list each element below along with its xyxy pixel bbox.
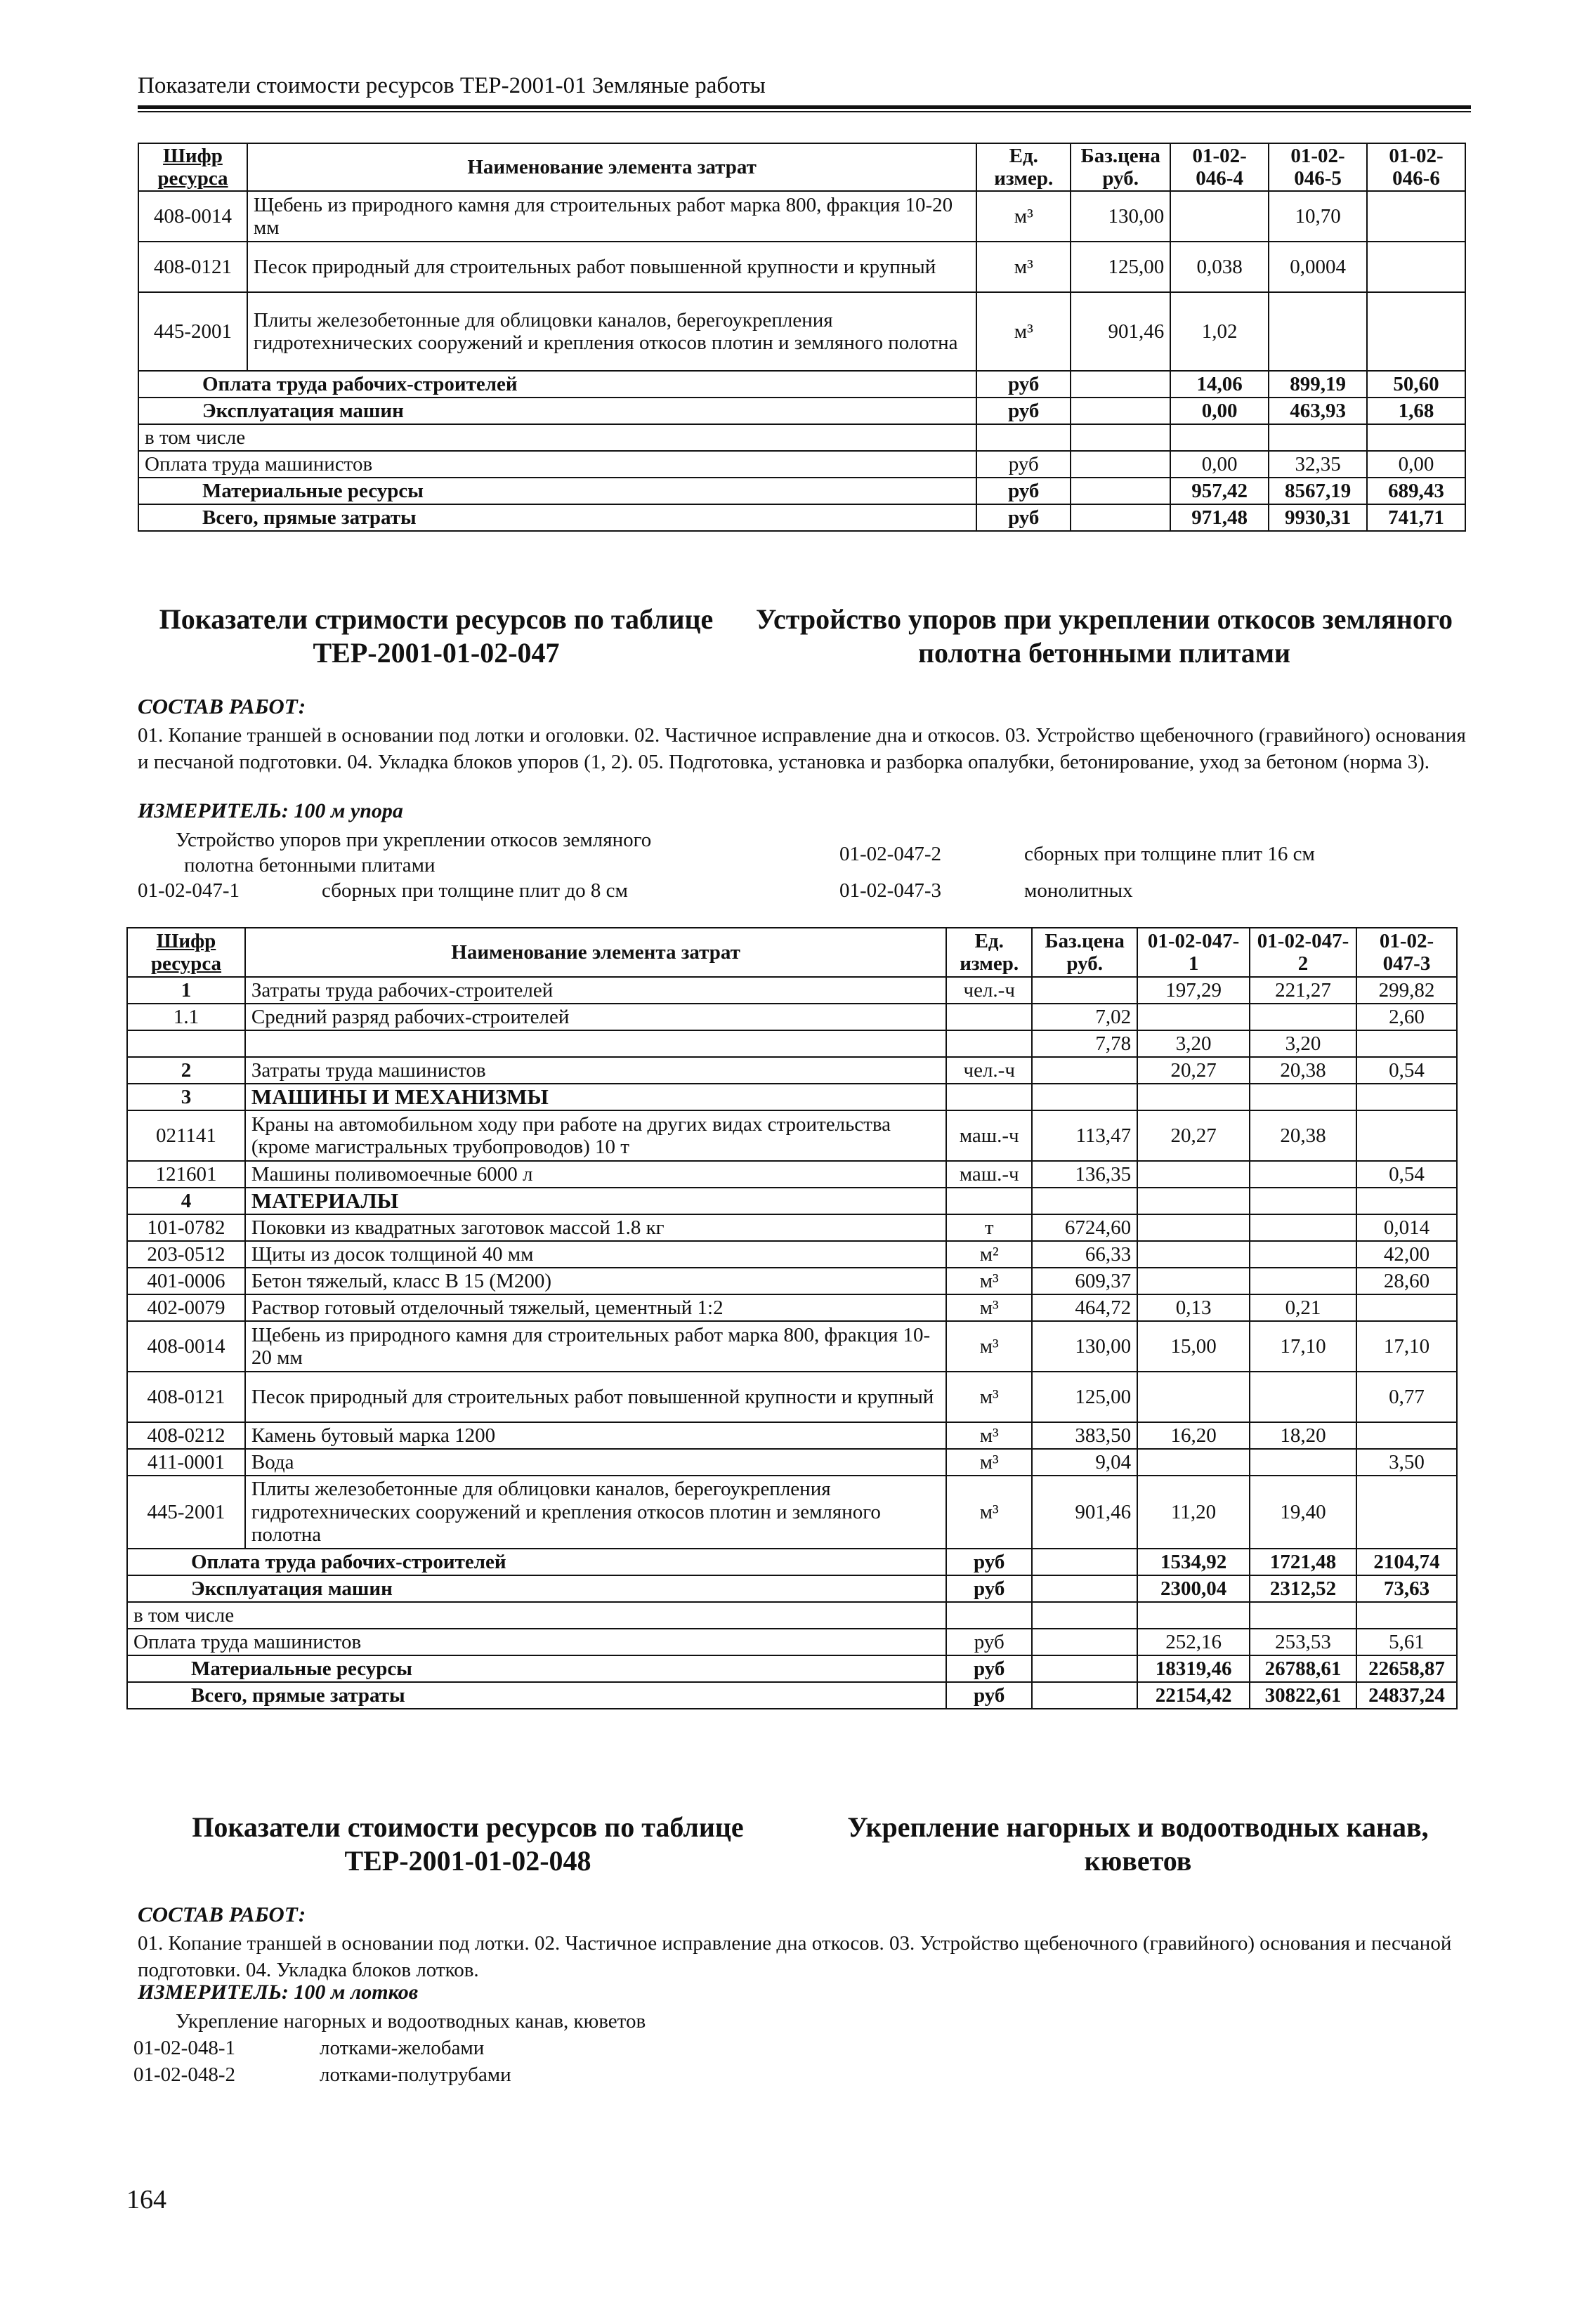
table-cell	[1032, 1575, 1137, 1602]
table-cell: 2,60	[1356, 1004, 1457, 1030]
table-cell: т	[946, 1214, 1032, 1241]
table-cell: 1,68	[1367, 398, 1465, 424]
table-cell: 24837,24	[1356, 1682, 1457, 1709]
table-cell: 3	[127, 1084, 245, 1110]
table-cell: 9,04	[1032, 1449, 1137, 1476]
table-cell: 2104,74	[1356, 1549, 1457, 1575]
table-cell: 18319,46	[1137, 1655, 1250, 1682]
table-cell: маш.-ч	[946, 1110, 1032, 1161]
section-47-title-left	[138, 603, 735, 670]
table-cell: 299,82	[1356, 977, 1457, 1004]
total-row	[127, 1655, 1457, 1682]
table-cell: 20,27	[1137, 1110, 1250, 1161]
table-cell: руб	[946, 1629, 1032, 1655]
table-header-row	[138, 143, 1465, 191]
table-cell: 411-0001	[127, 1449, 245, 1476]
sostav-label-48: СОСТАВ РАБОТ:	[138, 1902, 306, 1926]
col-header: Ед. измер.	[946, 928, 1032, 977]
table-cell: 408-0121	[138, 242, 247, 292]
table-cell	[1137, 1214, 1250, 1241]
table-cell	[1170, 424, 1269, 451]
table-cell: Краны на автомобильном ходу при работе на других видах строительства (кроме магистральных трубопроводов) 10 т	[245, 1110, 946, 1161]
code-048-2: 01-02-048-2	[133, 2063, 235, 2086]
title-line: ТЕР-2001-01-02-048	[344, 1845, 591, 1877]
table-cell: 130,00	[1032, 1321, 1137, 1372]
table-cell: 130,00	[1071, 191, 1170, 242]
table-cell	[1071, 398, 1170, 424]
table-cell	[1356, 1188, 1457, 1214]
table-cell: 0,13	[1137, 1294, 1250, 1321]
table-cell: 899,19	[1269, 371, 1367, 398]
table-cell	[1032, 1057, 1137, 1084]
table-cell	[1170, 191, 1269, 242]
table-cell	[976, 424, 1071, 451]
table-cell: 18,20	[1250, 1422, 1356, 1449]
table-cell: 42,00	[1356, 1241, 1457, 1268]
table-cell	[127, 1030, 245, 1057]
table-cell	[1356, 1030, 1457, 1057]
table-cell	[1032, 1602, 1137, 1629]
table-cell	[1367, 292, 1465, 371]
title-line: кюветов	[1084, 1845, 1192, 1877]
table-cell: Затраты труда машинистов	[245, 1057, 946, 1084]
desc-line: полотна бетонными плитами	[184, 854, 436, 877]
table-cell: руб	[976, 504, 1071, 531]
table-cell	[1071, 451, 1170, 478]
table-cell: 8567,19	[1269, 478, 1367, 504]
text-048-1: лотками-желобами	[320, 2037, 485, 2059]
table-cell	[1356, 1084, 1457, 1110]
table-cell: 445-2001	[127, 1476, 245, 1549]
table-cell: 408-0121	[127, 1372, 245, 1422]
code-047-3: 01-02-047-3	[839, 879, 941, 902]
text-047-3: монолитных	[1024, 879, 1133, 902]
table-cell: 402-0079	[127, 1294, 245, 1321]
title-line: Показатели стоимости ресурсов по таблице	[192, 1811, 744, 1843]
sostav-text-48: 01. Копание траншей в основании под лотки. 02. Частичное исправление дна откосов. 03. Устройство щебеночного (гравийного) основания и песчаной подготовки. 04. Укладка блоков лотков.	[138, 1932, 1452, 1982]
table-cell	[1356, 1294, 1457, 1321]
table-cell: 3,50	[1356, 1449, 1457, 1476]
table-cell	[1032, 1655, 1137, 1682]
total-row	[127, 1549, 1457, 1575]
table-row	[127, 1294, 1457, 1321]
page-number: 164	[126, 2185, 166, 2214]
table-cell: 021141	[127, 1110, 245, 1161]
table-cell: Плиты железобетонные для облицовки каналов, берегоукрепления гидротехнических сооружений и крепления откосов плотин и земляного полотна	[245, 1476, 946, 1549]
table-cell: 2312,52	[1250, 1575, 1356, 1602]
table-cell: руб	[946, 1682, 1032, 1709]
table-cell	[1269, 292, 1367, 371]
table-cell: 6724,60	[1032, 1214, 1137, 1241]
table-cell: 408-0014	[138, 191, 247, 242]
table-cell: м³	[976, 292, 1071, 371]
table-cell: 689,43	[1367, 478, 1465, 504]
table-cell: 125,00	[1032, 1372, 1137, 1422]
total-row	[127, 1629, 1457, 1655]
total-row	[138, 398, 1465, 424]
total-label: Оплата труда рабочих-строителей	[138, 371, 976, 398]
table-row	[127, 1268, 1457, 1294]
table-cell: 901,46	[1071, 292, 1170, 371]
table-cell: Щебень из природного камня для строительных работ марка 800, фракция 10-20 мм	[245, 1321, 946, 1372]
table-cell	[1032, 977, 1137, 1004]
table-row	[127, 1161, 1457, 1188]
table-cell: 4	[127, 1188, 245, 1214]
table-cell: 408-0014	[127, 1321, 245, 1372]
table-cell	[1250, 1372, 1356, 1422]
table-cell	[946, 1602, 1032, 1629]
table-cell: 22658,87	[1356, 1655, 1457, 1682]
total-row	[127, 1602, 1457, 1629]
table-cell: 121601	[127, 1161, 245, 1188]
table-cell	[1071, 478, 1170, 504]
table-cell: 16,20	[1137, 1422, 1250, 1449]
table-cell: Бетон тяжелый, класс В 15 (М200)	[245, 1268, 946, 1294]
table-row	[138, 242, 1465, 292]
table-cell: Машины поливомоечные 6000 л	[245, 1161, 946, 1188]
table-cell: 2	[127, 1057, 245, 1084]
table-cell: Поковки из квадратных заготовок массой 1.8 кг	[245, 1214, 946, 1241]
table-cell: Плиты железобетонные для облицовки каналов, берегоукрепления гидротехнических сооружений и крепления откосов плотин и земляного полотна	[247, 292, 976, 371]
table-cell: 1	[127, 977, 245, 1004]
table-cell	[1032, 1188, 1137, 1214]
table-row	[127, 1449, 1457, 1476]
total-label: Всего, прямые затраты	[138, 504, 976, 531]
col-header: 01-02-046-5	[1269, 143, 1367, 191]
table-cell: 203-0512	[127, 1241, 245, 1268]
table-cell: 463,93	[1269, 398, 1367, 424]
total-label: Всего, прямые затраты	[127, 1682, 946, 1709]
title-line: Укрепление нагорных и водоотводных канав,	[847, 1811, 1429, 1843]
total-row	[138, 451, 1465, 478]
total-label: Эксплуатация машин	[127, 1575, 946, 1602]
table-cell	[1250, 1161, 1356, 1188]
table-cell	[1137, 1004, 1250, 1030]
resource-table-047	[126, 927, 1458, 1709]
total-label: Материальные ресурсы	[127, 1655, 946, 1682]
section-48-title-left	[138, 1811, 798, 1878]
table-cell: 20,27	[1137, 1057, 1250, 1084]
table-row	[138, 292, 1465, 371]
code-047-2: 01-02-047-2	[839, 843, 941, 865]
table-cell: руб	[976, 398, 1071, 424]
table-cell	[1032, 1682, 1137, 1709]
col-header: 01-02-047-2	[1250, 928, 1356, 977]
total-label: Эксплуатация машин	[138, 398, 976, 424]
text-047-1: сборных при толщине плит до 8 см	[322, 879, 628, 902]
table-cell: чел.-ч	[946, 1057, 1032, 1084]
table-cell	[1137, 1268, 1250, 1294]
table-cell	[1356, 1476, 1457, 1549]
table-cell: 10,70	[1269, 191, 1367, 242]
table-cell	[1071, 371, 1170, 398]
table-cell	[1250, 1449, 1356, 1476]
table-cell: 0,038	[1170, 242, 1269, 292]
table-cell: 0,00	[1170, 398, 1269, 424]
table-cell: м³	[946, 1268, 1032, 1294]
table-cell: Песок природный для строительных работ повышенной крупности и крупный	[245, 1372, 946, 1422]
table-cell: м³	[946, 1294, 1032, 1321]
table-cell: 50,60	[1367, 371, 1465, 398]
total-row	[127, 1575, 1457, 1602]
table-cell: 401-0006	[127, 1268, 245, 1294]
title-line: Показатели стримости ресурсов по таблице	[159, 603, 714, 635]
table-cell	[1137, 1602, 1250, 1629]
table-row	[127, 977, 1457, 1004]
table-cell: 408-0212	[127, 1422, 245, 1449]
table-cell	[1071, 424, 1170, 451]
col-header: Шифр ресурса	[127, 928, 245, 977]
col-header: 01-02-047-1	[1137, 928, 1250, 977]
total-row	[138, 371, 1465, 398]
table-cell: 0,54	[1356, 1057, 1457, 1084]
table-row	[127, 1030, 1457, 1057]
table-cell	[1367, 191, 1465, 242]
table-cell: 26788,61	[1250, 1655, 1356, 1682]
table-cell: 22154,42	[1137, 1682, 1250, 1709]
table-row	[127, 1214, 1457, 1241]
table-cell: 464,72	[1032, 1294, 1137, 1321]
table-cell: руб	[976, 451, 1071, 478]
table-cell	[245, 1030, 946, 1057]
table-cell: м³	[946, 1449, 1032, 1476]
section-48-title-right	[808, 1811, 1468, 1878]
total-label: Оплата труда машинистов	[127, 1629, 946, 1655]
table-cell: 0,77	[1356, 1372, 1457, 1422]
table-cell: маш.-ч	[946, 1161, 1032, 1188]
table-cell	[1137, 1372, 1250, 1422]
table-cell	[1032, 1549, 1137, 1575]
table-cell	[1137, 1188, 1250, 1214]
table-cell: 125,00	[1071, 242, 1170, 292]
sostav-text-47: 01. Копание траншей в основании под лотки и оголовки. 02. Частичное исправление дна и откосов. 03. Устройство щебеночного (гравийного) основания и песчаной подготовки. 04. Укладка блоков упоров (1, 2). 05. Подготовка, установка и разборка опалубки, бетонирование, уход за бетоном (норма 3).	[138, 724, 1466, 774]
table-cell	[1071, 504, 1170, 531]
table-cell	[1032, 1629, 1137, 1655]
table-cell: 7,02	[1032, 1004, 1137, 1030]
table-row	[127, 1476, 1457, 1549]
table-cell: 957,42	[1170, 478, 1269, 504]
table-cell	[1032, 1084, 1137, 1110]
table-row	[127, 1110, 1457, 1161]
table-cell	[1137, 1161, 1250, 1188]
table-cell: 0,00	[1367, 451, 1465, 478]
code-048-1: 01-02-048-1	[133, 2037, 235, 2059]
table-cell: м³	[946, 1422, 1032, 1449]
table-cell: Средний разряд рабочих-строителей	[245, 1004, 946, 1030]
table-cell: 66,33	[1032, 1241, 1137, 1268]
table-cell: 136,35	[1032, 1161, 1137, 1188]
table-cell: руб	[976, 371, 1071, 398]
title-line: ТЕР-2001-01-02-047	[313, 637, 560, 669]
text-048-2: лотками-полутрубами	[320, 2063, 511, 2086]
header-rule	[138, 105, 1471, 109]
col-header: Ед. измер.	[976, 143, 1071, 191]
table-cell: 3,20	[1137, 1030, 1250, 1057]
table-cell: 445-2001	[138, 292, 247, 371]
table-cell	[1367, 242, 1465, 292]
total-label: Материальные ресурсы	[138, 478, 976, 504]
table-row	[127, 1241, 1457, 1268]
table-cell: 5,61	[1356, 1629, 1457, 1655]
table-cell	[1356, 1602, 1457, 1629]
table-cell: м³	[946, 1372, 1032, 1422]
table-cell: 252,16	[1137, 1629, 1250, 1655]
total-row	[127, 1682, 1457, 1709]
table-cell: 1721,48	[1250, 1549, 1356, 1575]
measure-47: ИЗМЕРИТЕЛЬ: 100 м упора	[138, 799, 403, 822]
table-cell	[946, 1004, 1032, 1030]
table-cell: 19,40	[1250, 1476, 1356, 1549]
table-cell: 113,47	[1032, 1110, 1137, 1161]
table-cell: 1,02	[1170, 292, 1269, 371]
table-cell: 1.1	[127, 1004, 245, 1030]
measure-48: ИЗМЕРИТЕЛЬ: 100 м лотков	[138, 1981, 419, 2004]
section-47-title-right	[739, 603, 1470, 670]
total-label: в том числе	[138, 424, 976, 451]
table-cell	[1269, 424, 1367, 451]
table-cell: 17,10	[1250, 1321, 1356, 1372]
resource-table-046	[138, 143, 1466, 532]
table-cell: Щиты из досок толщиной 40 мм	[245, 1241, 946, 1268]
total-row	[138, 478, 1465, 504]
table-cell: 0,21	[1250, 1294, 1356, 1321]
col-header: 01-02-047-3	[1356, 928, 1457, 977]
table-cell: 0,014	[1356, 1214, 1457, 1241]
table-cell	[1137, 1084, 1250, 1110]
table-cell: м³	[976, 242, 1071, 292]
table-cell	[1250, 1602, 1356, 1629]
table-cell	[1137, 1449, 1250, 1476]
table-row	[127, 1372, 1457, 1422]
table-cell: 197,29	[1137, 977, 1250, 1004]
table-row	[127, 1422, 1457, 1449]
desc-line: Устройство упоров при укреплении откосов земляного	[176, 829, 652, 851]
table-cell: руб	[946, 1655, 1032, 1682]
table-cell: 1534,92	[1137, 1549, 1250, 1575]
table-cell: 11,20	[1137, 1476, 1250, 1549]
table-cell: 0,54	[1356, 1161, 1457, 1188]
table-row	[127, 1057, 1457, 1084]
table-cell: чел.-ч	[946, 977, 1032, 1004]
table-cell: 0,00	[1170, 451, 1269, 478]
table-cell: МАТЕРИАЛЫ	[245, 1188, 946, 1214]
header-rule-thin	[138, 111, 1471, 112]
table-cell	[946, 1188, 1032, 1214]
table-cell: 7,78	[1032, 1030, 1137, 1057]
table-cell	[1367, 424, 1465, 451]
table-cell: м³	[976, 191, 1071, 242]
table-cell: м³	[946, 1476, 1032, 1549]
table-cell: 17,10	[1356, 1321, 1457, 1372]
table-header-row	[127, 928, 1457, 977]
table-cell: 28,60	[1356, 1268, 1457, 1294]
table-row	[127, 1321, 1457, 1372]
col-header: Наименование элемента затрат	[247, 143, 976, 191]
table-cell: Песок природный для строительных работ повышенной крупности и крупный	[247, 242, 976, 292]
running-header: Показатели стоимости ресурсов ТЕР-2001-01 Земляные работы	[138, 73, 766, 98]
table-cell: 609,37	[1032, 1268, 1137, 1294]
table-cell: 901,46	[1032, 1476, 1137, 1549]
table-cell	[1250, 1084, 1356, 1110]
table-cell: 383,50	[1032, 1422, 1137, 1449]
total-label: Оплата труда рабочих-строителей	[127, 1549, 946, 1575]
table-cell: 9930,31	[1269, 504, 1367, 531]
table-cell: 3,20	[1250, 1030, 1356, 1057]
table-cell: 73,63	[1356, 1575, 1457, 1602]
table-cell: 2300,04	[1137, 1575, 1250, 1602]
title-line: полотна бетонными плитами	[917, 637, 1291, 669]
table-cell: м²	[946, 1241, 1032, 1268]
table-cell: 20,38	[1250, 1110, 1356, 1161]
table-cell	[1356, 1110, 1457, 1161]
table-cell: руб	[976, 478, 1071, 504]
table-cell: 741,71	[1367, 504, 1465, 531]
table-cell: Раствор готовый отделочный тяжелый, цементный 1:2	[245, 1294, 946, 1321]
text-047-2: сборных при толщине плит 16 см	[1024, 843, 1315, 865]
table-cell: 15,00	[1137, 1321, 1250, 1372]
table-cell: 20,38	[1250, 1057, 1356, 1084]
table-cell: 221,27	[1250, 977, 1356, 1004]
col-header: Баз.цена руб.	[1032, 928, 1137, 977]
desc-47	[176, 827, 808, 879]
table-cell: руб	[946, 1549, 1032, 1575]
table-cell	[1250, 1188, 1356, 1214]
table-cell: руб	[946, 1575, 1032, 1602]
table-row	[127, 1084, 1457, 1110]
table-row	[127, 1004, 1457, 1030]
table-cell	[1250, 1214, 1356, 1241]
table-cell	[946, 1084, 1032, 1110]
table-cell	[1250, 1241, 1356, 1268]
table-cell: Вода	[245, 1449, 946, 1476]
table-cell	[946, 1030, 1032, 1057]
table-cell: 14,06	[1170, 371, 1269, 398]
table-cell: 0,0004	[1269, 242, 1367, 292]
total-label: в том числе	[127, 1602, 946, 1629]
code-047-1: 01-02-047-1	[138, 879, 240, 902]
col-header: Баз.цена руб.	[1071, 143, 1170, 191]
desc-48: Укрепление нагорных и водоотводных канав, кюветов	[176, 2010, 646, 2033]
table-row	[127, 1188, 1457, 1214]
table-cell: 32,35	[1269, 451, 1367, 478]
table-row	[138, 191, 1465, 242]
table-cell: 971,48	[1170, 504, 1269, 531]
table-cell: 101-0782	[127, 1214, 245, 1241]
table-cell: м³	[946, 1321, 1032, 1372]
table-cell: МАШИНЫ И МЕХАНИЗМЫ	[245, 1084, 946, 1110]
total-row	[138, 424, 1465, 451]
sostav-label-47: СОСТАВ РАБОТ:	[138, 694, 306, 718]
table-cell: Щебень из природного камня для строительных работ марка 800, фракция 10-20 мм	[247, 191, 976, 242]
table-cell	[1137, 1241, 1250, 1268]
table-cell: 30822,61	[1250, 1682, 1356, 1709]
col-header: 01-02-046-6	[1367, 143, 1465, 191]
total-row	[138, 504, 1465, 531]
table-cell: Затраты труда рабочих-строителей	[245, 977, 946, 1004]
table-cell	[1356, 1422, 1457, 1449]
table-cell: 253,53	[1250, 1629, 1356, 1655]
table-cell: Камень бутовый марка 1200	[245, 1422, 946, 1449]
col-header: 01-02-046-4	[1170, 143, 1269, 191]
total-label: Оплата труда машинистов	[138, 451, 976, 478]
table-cell	[1250, 1268, 1356, 1294]
col-header: Шифр ресурса	[138, 143, 247, 191]
col-header: Наименование элемента затрат	[245, 928, 946, 977]
table-cell	[1250, 1004, 1356, 1030]
title-line: Устройство упоров при укреплении откосов земляного	[756, 603, 1453, 635]
